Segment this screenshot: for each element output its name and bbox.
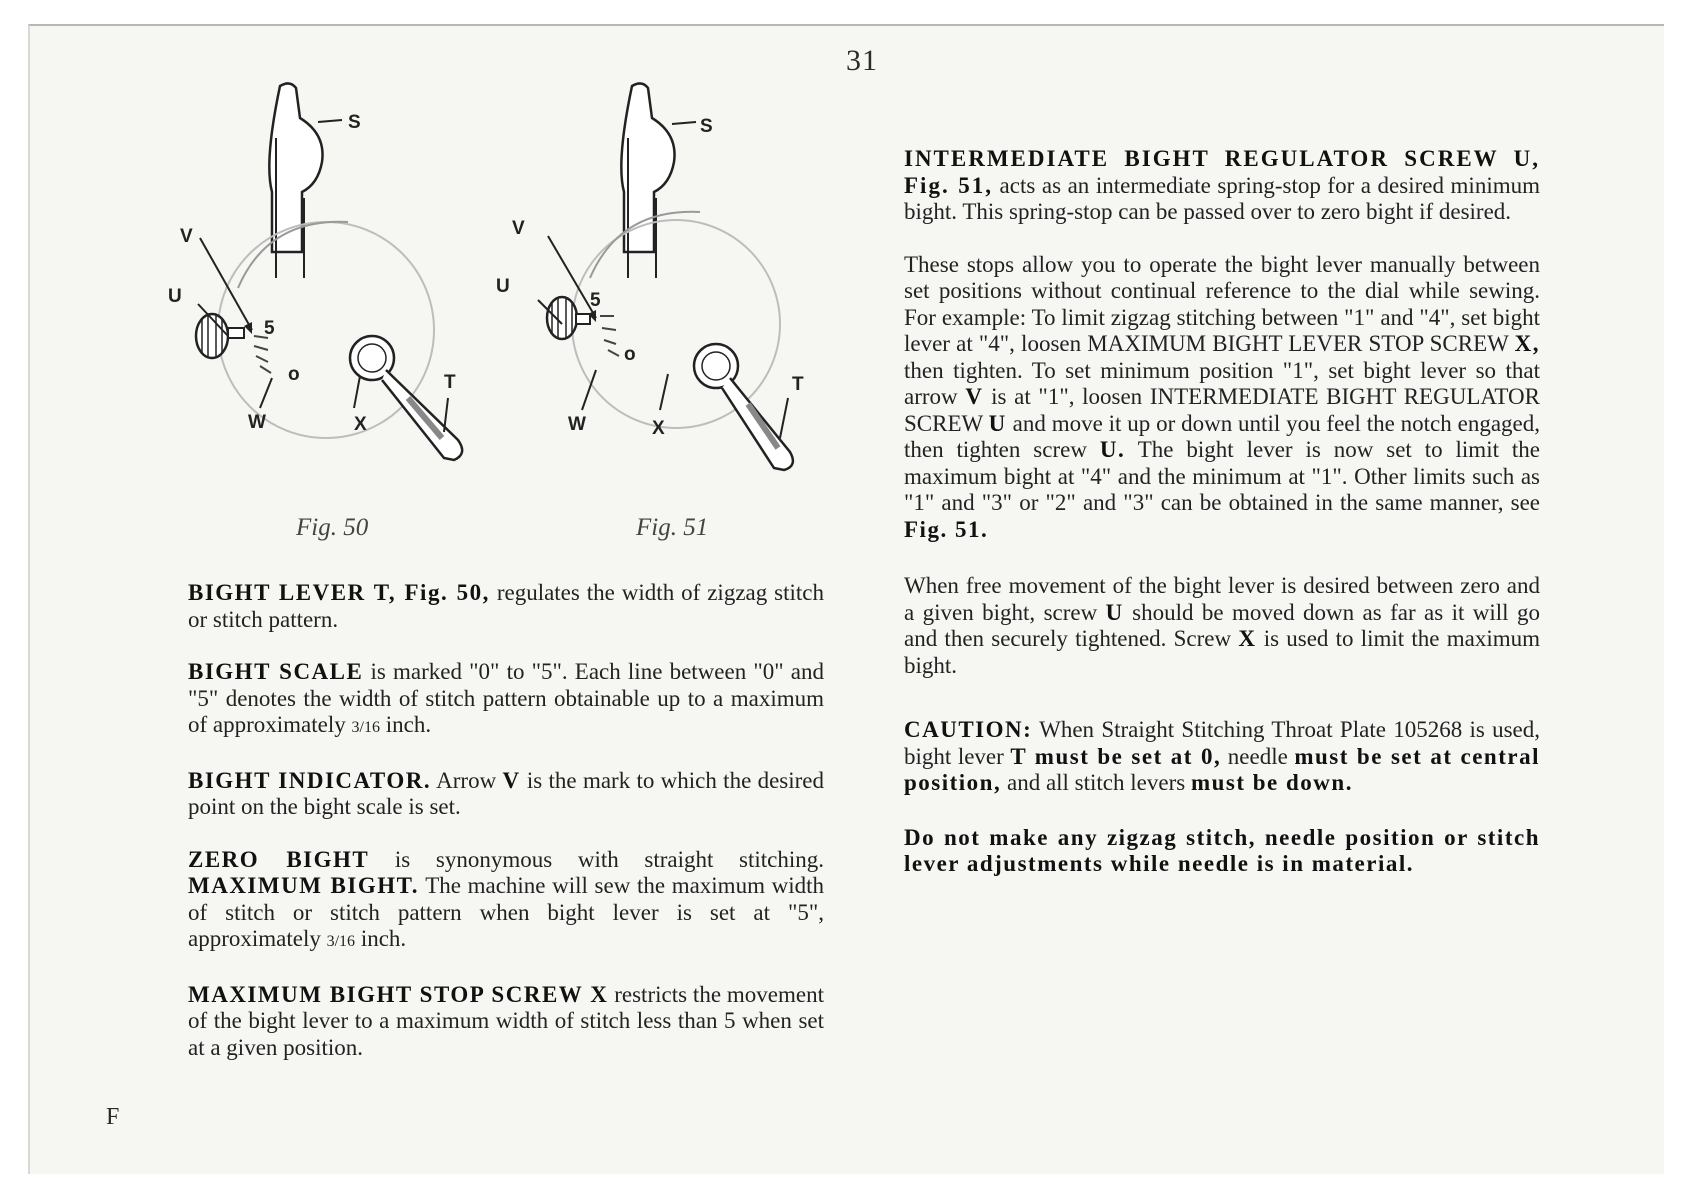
label-five: 5 xyxy=(264,318,275,339)
label-w: W xyxy=(248,412,266,433)
bight-dial-illustration-51 xyxy=(496,78,850,478)
free-movement-paragraph: When free movement of the bight lever is desired between zero and a given bight, screw U should be moved down as far as it will go and then securely tightened. Screw X is used to limit the maximum bight. xyxy=(904,573,1540,678)
figure-51 xyxy=(496,78,850,478)
bight-lever-paragraph: BIGHT LEVER T, Fig. 50, regulates the width of zigzag stitch or stitch pattern. xyxy=(188,580,824,632)
zero-bight-paragraph: ZERO BIGHT is synonymous with straight stitching. MAXIMUM BIGHT. The machine will sew the maximum width of stitch or stitch pattern when bight lever is set at "5", approximately 3/16 inch. xyxy=(188,846,824,951)
page-letter: F xyxy=(106,1104,120,1130)
intermediate-paragraph: INTERMEDIATE BIGHT REGULATOR SCREW U, Fig. 51, acts as an intermediate spring-stop for a desired minimum bight. This spring-stop can be passed over to zero bight if desired. xyxy=(904,146,1540,224)
figure-51-caption: Fig. 51 xyxy=(636,514,709,541)
label-x: X xyxy=(354,414,367,435)
label-zero: o xyxy=(288,364,300,385)
label-t: T xyxy=(444,372,456,393)
left-column xyxy=(188,580,824,1061)
zero-bight-heading: ZERO BIGHT xyxy=(188,846,370,872)
fraction: 3/16 xyxy=(326,933,356,950)
bight-scale-paragraph: BIGHT SCALE is marked "0" to "5". Each line between "0" and "5" denotes the width of stitch pattern obtainable up to a maximum of approximately 3/16 inch. xyxy=(188,659,824,737)
fraction: 3/16 xyxy=(351,719,380,736)
caution-paragraph: CAUTION: When Straight Stitching Throat Plate 105268 is used, bight lever T must be set at 0, needle must be set at central position, and all stitch levers must be down. xyxy=(904,717,1540,795)
maximum-stop-heading: MAXIMUM BIGHT STOP SCREW X xyxy=(188,981,609,1007)
intermediate-heading: INTERMEDIATE BIGHT REGULATOR SCREW U, Fig. 51, xyxy=(904,146,1540,198)
label-five: 5 xyxy=(590,290,601,311)
page-number: 31 xyxy=(846,44,878,77)
label-x: X xyxy=(652,418,665,439)
bight-indicator-paragraph: BIGHT INDICATOR. Arrow V is the mark to which the desired point on the bight scale is set. xyxy=(188,767,824,819)
maximum-stop-paragraph: MAXIMUM BIGHT STOP SCREW X restricts the movement of the bight lever to a maximum width of stitch less than 5 when set at a given position. xyxy=(188,981,824,1060)
warning-paragraph: Do not make any zigzag stitch, needle position or stitch lever adjustments while needle is in material. xyxy=(904,824,1540,876)
caution-heading: CAUTION: xyxy=(904,717,1033,742)
figure-50-caption: Fig. 50 xyxy=(296,514,369,541)
bight-scale-heading: BIGHT SCALE xyxy=(188,659,364,684)
stops-paragraph: These stops allow you to operate the bight lever manually between set positions without continual reference to the dial while sewing. For example: To limit zigzag stitching between "1" and "4", set bight lever at "4", loosen MAXIMUM BIGHT LEVER STOP SCREW X, then tighten. To set minimum position "1", set bight lever so that arrow V is at "1", loosen INTERMEDIATE BIGHT REGULATOR SCREW U and move it up or down until you feel the notch engaged, then tighten screw U. The bight lever is now set to limit the maximum bight at "4" and the minimum at "1". Other limits such as "1" and "3" or "2" and "3" can be obtained in the same manner, see Fig. 51. xyxy=(904,251,1541,542)
label-u: U xyxy=(168,286,182,307)
label-s: S xyxy=(348,112,361,133)
bight-lever-heading: BIGHT LEVER T, Fig. 50, xyxy=(188,580,490,605)
label-w: W xyxy=(568,414,586,435)
label-u: U xyxy=(496,276,510,297)
label-v: V xyxy=(180,226,193,247)
figure-50 xyxy=(168,78,498,478)
label-t: T xyxy=(792,374,804,395)
label-s: S xyxy=(700,116,713,137)
right-column xyxy=(904,146,1540,878)
maximum-bight-heading: MAXIMUM BIGHT. xyxy=(188,873,419,898)
label-zero: o xyxy=(624,344,636,365)
bight-dial-illustration-50 xyxy=(168,78,498,478)
label-v: V xyxy=(512,218,525,239)
bight-indicator-heading: BIGHT INDICATOR. xyxy=(188,767,432,793)
